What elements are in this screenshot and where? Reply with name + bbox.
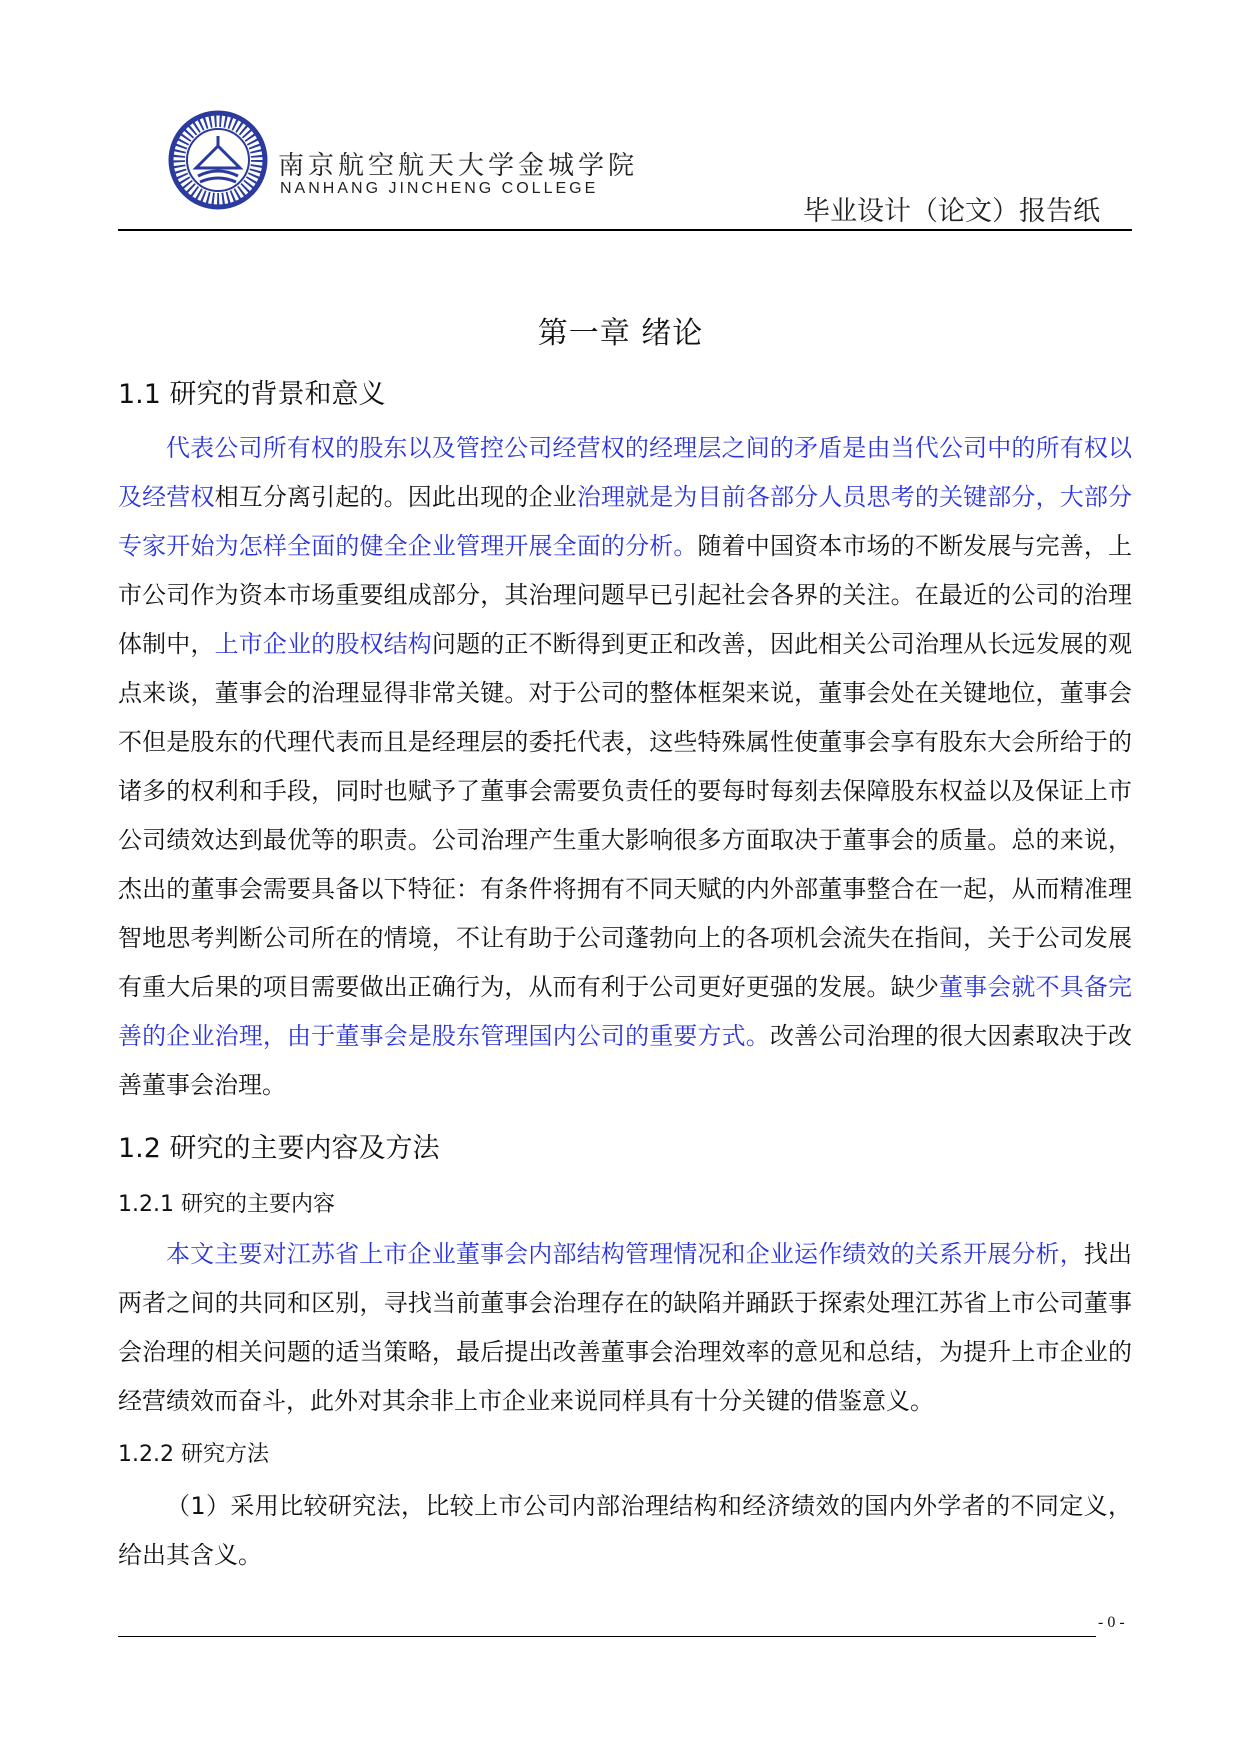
highlighted-text: 本文主要对江苏省上市企业董事会内部结构管理情况和企业运作绩效的关系开展分析，	[166, 1240, 1084, 1268]
header-divider	[118, 229, 1132, 231]
page-header	[118, 105, 1132, 230]
paper-type-title: 毕业设计（论文）报告纸	[803, 196, 1100, 227]
body-text: 找出两者之间的共同和区别，寻找当前董事会治理存在的缺陷并踊跃于探索处理江苏省上市公司董事会治理的相关问题的适当策略，最后提出改善董事会治理效率的意见和总结，为提升上市企业的经营绩效而奋斗，此外对其余非上市企业来说同样具有十分关键的借鉴意义。	[118, 1240, 1132, 1415]
page-number: - 0 -	[1098, 1614, 1125, 1631]
subsection-1-2-1-heading: 1.2.1 研究的主要内容	[118, 1192, 335, 1217]
subsection-1-2-1-paragraph	[118, 1230, 1132, 1426]
college-name-english: NANHANG JINCHENG COLLEGE	[280, 180, 599, 197]
body-text: 问题的正不断得到更正和改善，因此相关公司治理从长远发展的观点来谈，董事会的治理显得非常关键。对于公司的整体框架来说，董事会处在关键地位，董事会不但是股东的代理代表而且是经理层的委托代表，这些特殊属性使董事会享有股东大会所给于的诸多的权利和手段，同时也赋予了董事会需要负责任的要每时每刻去保障股东权益以及保证上市公司绩效达到最优等的职责。公司治理产生重大影响很多方面取决于董事会的质量。总的来说，杰出的董事会需要具备以下特征：有条件将拥有不同天赋的内外部董事整合在一起，从而精准理智地思考判断公司所在的情境，不让有助于公司蓬勃向上的各项机会流失在指间，关于公司发展有重大后果的项目需要做出正确行为，从而有利于公司更好更强的发展。缺少	[118, 630, 1133, 1001]
body-text: 随着中国资本市场的不断发展与完善，上市公司作为资本市场重要组成部分，其治理问题早已引起社会各界的关注。在最近的公司的治理体制中，	[118, 532, 1133, 658]
body-text: 相互分离引起的。因此出现的企业	[214, 483, 577, 511]
subsection-1-2-2-paragraph: （1）采用比较研究法，比较上市公司内部治理结构和经济绩效的国内外学者的不同定义，给出其含义。	[118, 1492, 1132, 1569]
body-text: 改善公司治理的很大因素取决于改善董事会治理。	[118, 1022, 1133, 1099]
highlighted-text: 治理就是为目前各部分人员思考的关键部分，大部分专家开始为怎样全面的健全企业管理开展全面的分析。	[118, 483, 1133, 560]
chapter-title: 第一章 绪论	[537, 316, 704, 351]
highlighted-text: 代表公司所有权的股东以及管控公司经营权的经理层之间的矛盾是由当代公司中的所有权以及经营权	[118, 434, 1132, 511]
section-1-1-paragraph	[118, 424, 1132, 1110]
section-1-1-heading: 1.1 研究的背景和意义	[118, 379, 386, 410]
college-seal-logo-icon	[168, 110, 268, 210]
college-name-chinese: 南京航空航天大学金城学院	[278, 151, 639, 181]
footer-divider	[118, 1636, 1096, 1637]
subsection-1-2-2-heading: 1.2.2 研究方法	[118, 1442, 269, 1467]
section-1-2-heading: 1.2 研究的主要内容及方法	[118, 1133, 440, 1164]
highlighted-text: 董事会就不具备完善的企业治理，由于董事会是股东管理国内公司的重要方式。	[118, 973, 1133, 1050]
highlighted-text: 上市企业的股权结构	[214, 630, 432, 658]
